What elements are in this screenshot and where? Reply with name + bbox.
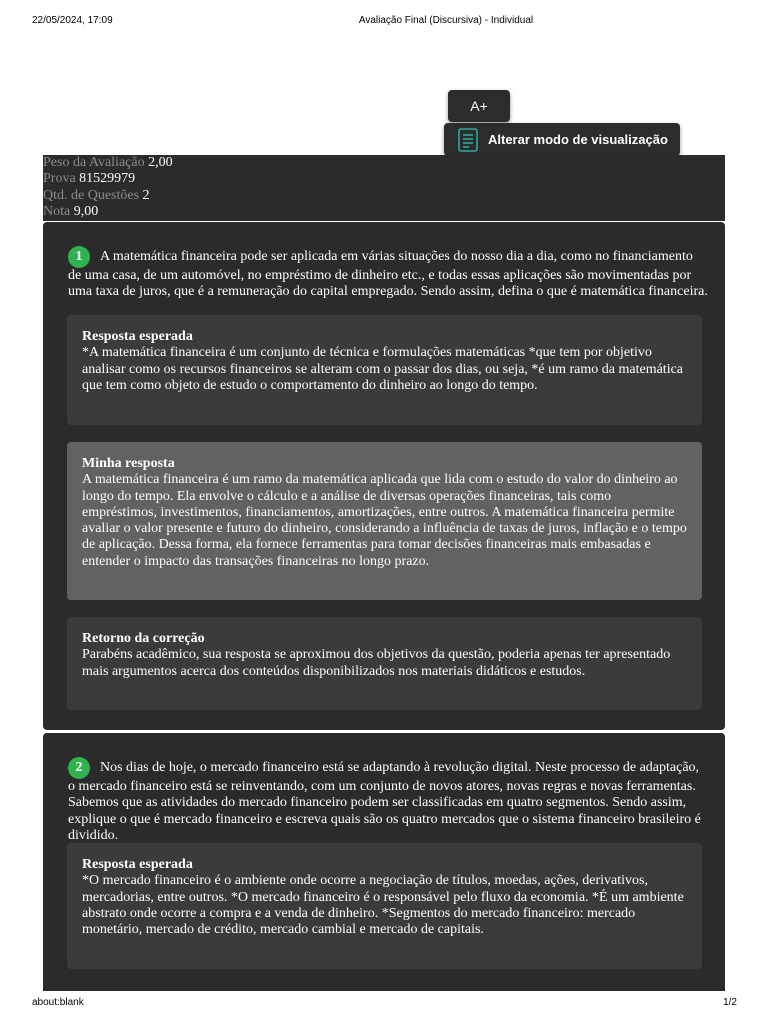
my-answer-text: A matemática financeira é um ramo da matemática aplicada que lida com o estudo do valor do dinheiro ao longo do tempo. Ela envolve o cálculo e a análise de diversas operações financeiras, tais como empréstimos, investimentos, financiamentos, amortizações, entre outros. A matemática financeira permite avaliar o valor presente e futuro do dinheiro, considerando a influência de taxas de juros, inflação e o tempo de aplicação. Dessa forma, ela fornece ferramentas para tomar decisões financeiras mais embasadas e entender o impacto das transações financeiras no longo prazo. xyxy=(82,472,687,569)
change-view-mode-label: Alterar modo de visualização xyxy=(488,132,668,147)
question-statement: A matemática financeira pode ser aplicada em várias situações do nosso dia a dia, como no financiamento de uma casa, de um automóvel, no empréstimo de dinheiro etc., e todas essas aplicações são movimentadas por uma taxa de juros, que é a remuneração do capital empregado. Sendo assim, defina o que é matemática financeira. xyxy=(68,249,708,300)
expected-answer-label: Resposta esperada xyxy=(82,329,193,344)
expected-answer-label: Resposta esperada xyxy=(82,857,193,872)
print-title: Avaliação Final (Discursiva) - Individual xyxy=(358,15,534,26)
exam-grade xyxy=(43,204,725,220)
exam-grade-value: 9,00 xyxy=(73,203,99,219)
question-number-badge: 2 xyxy=(68,757,90,779)
question-count xyxy=(43,188,725,204)
expected-answer-text: *A matemática financeira é um conjunto de técnica e formulações matemáticas *que tem por objetivo analisar como os recursos financeiros se alteram com o passar dos dias, ou seja, *é um ramo da matemática que tem como objeto de estudo o comportamento do dinheiro ao longo do tempo. xyxy=(82,345,684,393)
question-count-label: Qtd. de Questões xyxy=(43,187,140,203)
exam-weight xyxy=(43,155,725,171)
question-text xyxy=(68,757,708,844)
exam-id xyxy=(43,171,725,187)
print-page-number: 1/2 xyxy=(723,997,737,1008)
question-number-badge: 1 xyxy=(68,246,90,268)
expected-answer-box xyxy=(67,843,702,969)
document-view-icon xyxy=(458,128,478,152)
feedback-label: Retorno da correção xyxy=(82,631,205,646)
print-header xyxy=(0,15,768,31)
question-statement: Nos dias de hoje, o mercado financeiro está se adaptando à revolução digital. Neste processo de adaptação, o mercado financeiro está se reinventando, com um conjunto de novos atores, novas regras e novas ferramentas. Sabemos que as atividades do mercado financeiro podem ser classificadas em quatro segmentos. Sendo assim, explique o que é mercado financeiro e escreva quais são os quatro mercados que o sistema financeiro brasileiro é dividido. xyxy=(68,760,701,843)
exam-weight-value: 2,00 xyxy=(148,155,173,170)
question-card-2 xyxy=(43,733,725,991)
feedback-text: Parabéns acadêmico, sua resposta se aproximou dos objetivos da questão, poderia apenas ter apresentado mais argumentos acerca dos conteúdos disponibilizados nos materiais didáticos e estudos. xyxy=(82,647,671,679)
my-answer-label: Minha resposta xyxy=(82,456,175,471)
change-view-mode-button[interactable] xyxy=(444,123,680,156)
print-url: about:blank xyxy=(32,997,84,1008)
feedback-box xyxy=(67,617,702,710)
expected-answer-box xyxy=(67,315,702,425)
exam-id-label: Prova xyxy=(43,171,76,187)
exam-info xyxy=(43,155,725,221)
exam-grade-label: Nota xyxy=(43,203,71,219)
my-answer-box xyxy=(67,442,702,600)
question-text xyxy=(68,246,708,301)
expected-answer-text: *O mercado financeiro é o ambiente onde ocorre a negociação de títulos, moedas, ações, derivativos, mercadorias, entre outros. *O mercado financeiro é o responsável pelo fluxo da economia. *É um ambiente abstrato onde ocorre a compra e a venda de dinheiro. *Segmentos do mercado financeiro: mercado monetário, mercado de crédito, mercado cambial e mercado de capitais. xyxy=(82,873,684,938)
question-card-1 xyxy=(43,222,725,730)
increase-font-button[interactable]: A+ xyxy=(448,90,510,122)
exam-weight-label: Peso da Avaliação xyxy=(43,155,145,170)
print-date: 22/05/2024, 17:09 xyxy=(32,15,113,26)
exam-id-value: 81529979 xyxy=(79,171,136,187)
question-count-value: 2 xyxy=(142,187,150,203)
